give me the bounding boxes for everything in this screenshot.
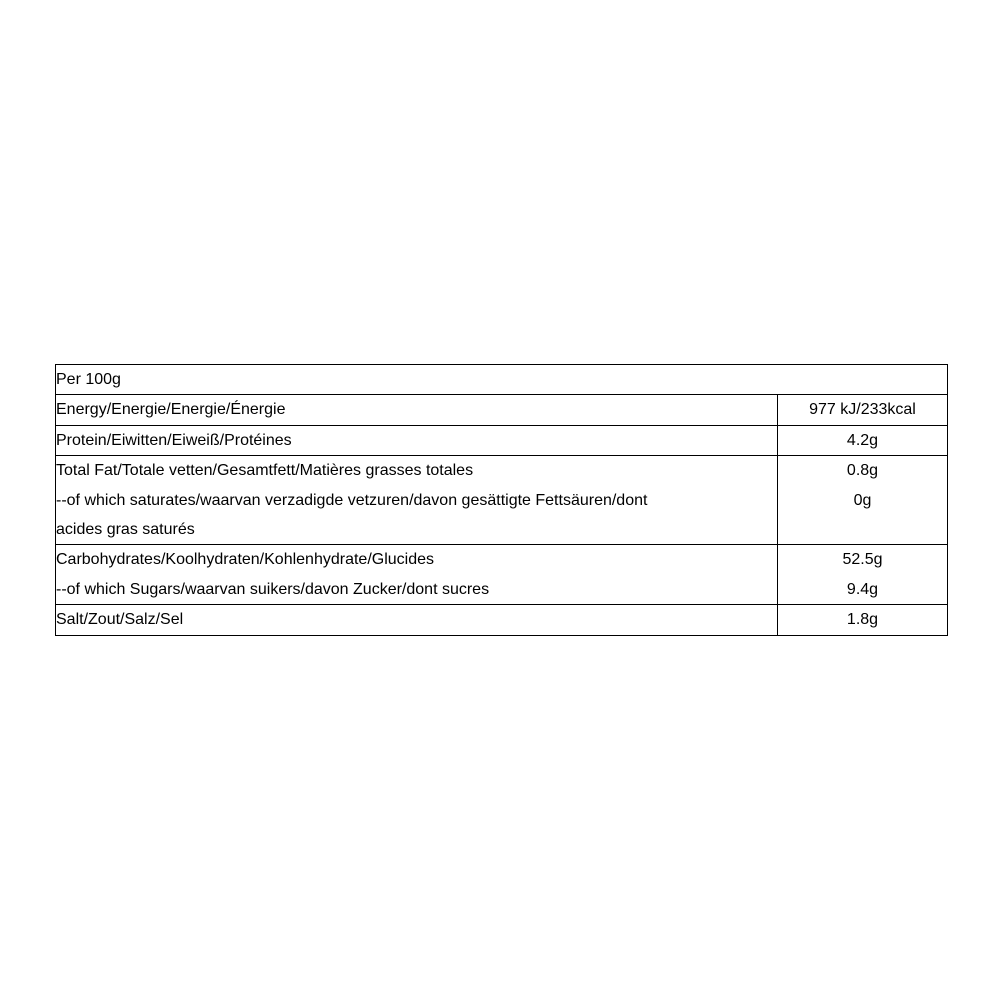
nutrient-value-cell	[778, 425, 948, 455]
nutrient-label-line: Total Fat/Totale vetten/Gesamtfett/Matières grasses totales	[56, 462, 474, 480]
nutrient-label-line: Protein/Eiwitten/Eiweiß/Protéines	[56, 431, 292, 449]
nutrient-label-line: --of which saturates/waarvan verzadigde vetzuren/davon gesättigte Fettsäuren/dont	[56, 491, 648, 509]
nutrient-label-line: Carbohydrates/Koolhydraten/Kohlenhydrate/Glucides	[56, 551, 435, 569]
nutrient-value-cell	[778, 456, 948, 545]
nutrient-value-line: 1.8g	[846, 611, 879, 629]
nutrient-value-line: 0.8g	[846, 462, 879, 480]
nutrient-label-line: Salt/Zout/Salz/Sel	[56, 611, 184, 629]
nutrient-value-line: 9.4g	[846, 580, 879, 598]
nutrient-label-line: acides gras saturés	[56, 520, 195, 538]
nutrient-value-line: 52.5g	[842, 551, 883, 569]
nutrient-value-line: 0g	[853, 491, 872, 509]
nutrient-value-line: 4.2g	[846, 431, 879, 449]
nutrient-value-cell	[778, 395, 948, 425]
nutrient-label-line: Energy/Energie/Energie/Énergie	[56, 401, 286, 419]
nutrient-label-line: --of which Sugars/waarvan suikers/davon Zucker/dont sucres	[56, 580, 490, 598]
table-header-row	[56, 365, 948, 395]
table-row	[56, 425, 948, 455]
nutrition-table-body	[56, 395, 948, 635]
table-row	[56, 545, 948, 605]
nutrient-value-cell	[778, 605, 948, 635]
nutrient-label-cell	[56, 395, 778, 425]
nutrient-label-cell	[56, 605, 778, 635]
table-header-per-100g: Per 100g	[56, 365, 948, 395]
table-row	[56, 605, 948, 635]
nutrient-label-cell	[56, 545, 778, 605]
nutrient-value-cell	[778, 545, 948, 605]
table-row	[56, 456, 948, 545]
nutrient-value-line: 977 kJ/233kcal	[809, 401, 916, 419]
nutrition-facts-table	[55, 364, 948, 636]
nutrient-label-cell	[56, 425, 778, 455]
table-row	[56, 395, 948, 425]
nutrient-label-cell	[56, 456, 778, 545]
